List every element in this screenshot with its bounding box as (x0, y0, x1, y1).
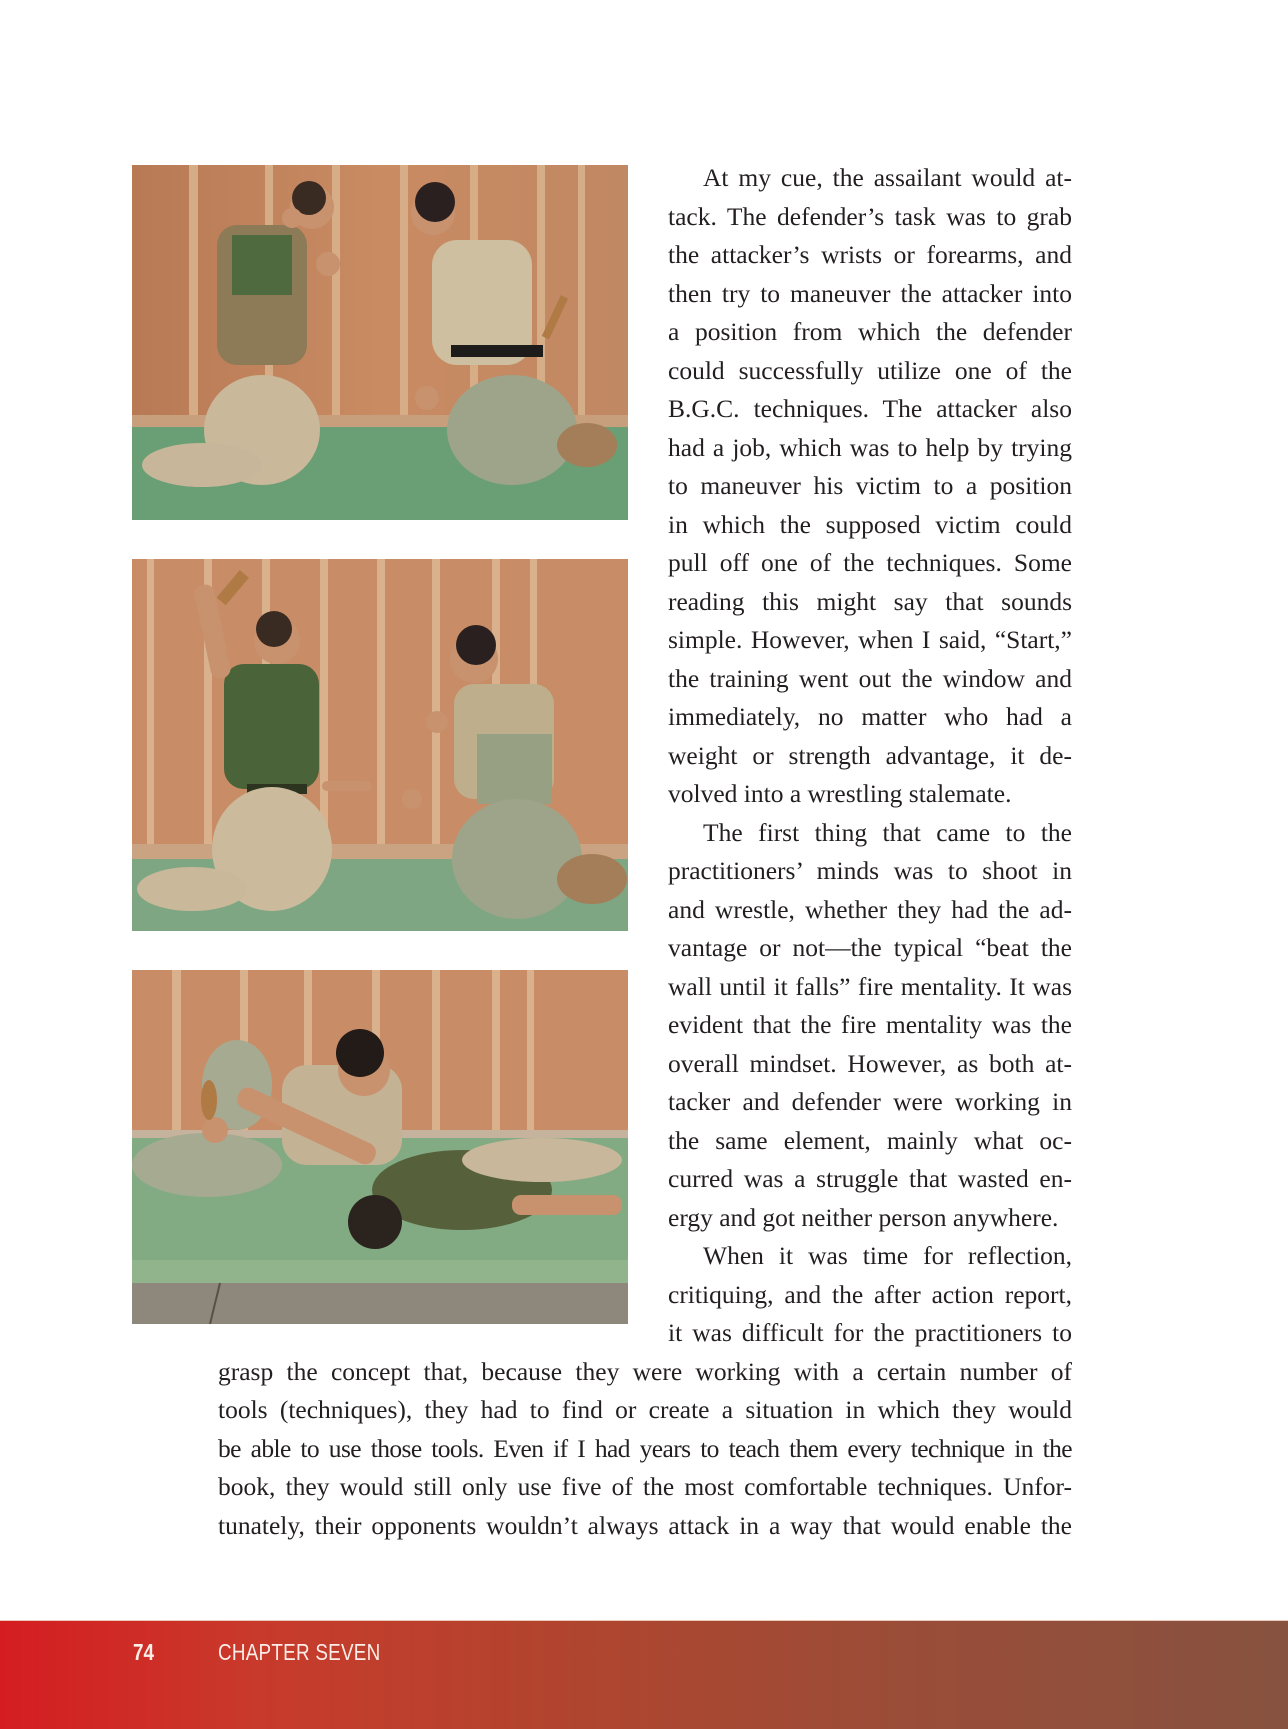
paragraph-2-line: ergy and got neither person anywhere. (668, 1202, 1059, 1232)
photo-3-image (132, 970, 628, 1324)
paragraph-1-line: the training went out the window and (668, 663, 1072, 693)
paragraph-1-line: then try to maneuver the attacker into (668, 278, 1072, 308)
paragraph-1-line: a position from which the defender (668, 317, 1072, 346)
paragraph-3-line: critiquing, and the after action report, (668, 1279, 1072, 1309)
paragraph-1-line: volved into a wrestling stalemate. (668, 779, 1012, 808)
running-footer-chapter: CHAPTER SEVEN (218, 1639, 381, 1665)
paragraph-1-line: had a job, which was to help by trying (668, 432, 1072, 462)
paragraph-1-line: to maneuver his victim to a position (668, 471, 1072, 500)
photo-kneeling-face-off (132, 165, 628, 520)
paragraph-1-line: B.G.C. techniques. The attacker also (668, 394, 1072, 423)
page-footer (0, 1620, 1288, 1729)
paragraph-2-line: wall until it falls” fire mentality. It was (668, 971, 1072, 1001)
paragraph-2-line: curred was a struggle that wasted en- (668, 1164, 1072, 1193)
paragraph-3-line: tools (techniques), they had to find or create a situation in which they would (218, 1395, 1072, 1424)
paragraph-2-line: vantage or not—the typical “beat the (668, 933, 1072, 962)
paragraph-2-line: evident that the fire mentality was the (668, 1010, 1072, 1039)
photo-ground-control (132, 970, 628, 1324)
photo-1-image (132, 165, 628, 520)
paragraph-1-line: tack. The defender’s task was to grab (668, 201, 1072, 231)
paragraph-1-line: reading this might say that sounds (668, 586, 1072, 616)
paragraph-1-line: in which the supposed victim could (668, 509, 1072, 539)
page-number: 74 (133, 1639, 154, 1665)
paragraph-1-line: immediately, no matter who had a (668, 702, 1072, 731)
paragraph-2-line: practitioners’ minds was to shoot in (668, 856, 1072, 885)
photo-2-image (132, 559, 628, 931)
paragraph-1-line: the attacker’s wrists or forearms, and (668, 240, 1072, 269)
photo-overhead-knife-attack (132, 559, 628, 931)
paragraph-3-line: grasp the concept that, because they were working with a certain number of (218, 1356, 1072, 1386)
paragraph-1-line: pull off one of the techniques. Some (668, 548, 1072, 577)
paragraph-2-line: the same element, mainly what oc- (668, 1125, 1072, 1155)
paragraph-2-line: tacker and defender were working in (668, 1087, 1072, 1116)
paragraph-3-line: When it was time for reflection, (703, 1241, 1072, 1270)
paragraph-1-line: could successfully utilize one of the (668, 355, 1072, 385)
paragraph-2-line: and wrestle, whether they had the ad- (668, 894, 1072, 924)
paragraph-3-line: it was difficult for the practitioners to (668, 1318, 1072, 1347)
paragraph-1-line: simple. However, when I said, “Start,” (668, 625, 1072, 654)
paragraph-2-line: The first thing that came to the (703, 817, 1072, 847)
paragraph-3-line: book, they would still only use five of the most comfortable techniques. Unfor- (218, 1472, 1072, 1501)
paragraph-3-line: tunately, their opponents wouldn’t always attack in a way that would enable the (218, 1510, 1072, 1540)
paragraph-1-line: weight or strength advantage, it de- (668, 740, 1072, 770)
paragraph-2-line: overall mindset. However, as both at- (668, 1048, 1072, 1078)
paragraph-1-line: At my cue, the assailant would at- (703, 163, 1072, 192)
paragraph-3-line: be able to use those tools. Even if I had years to teach them every technique in the (218, 1433, 1072, 1463)
